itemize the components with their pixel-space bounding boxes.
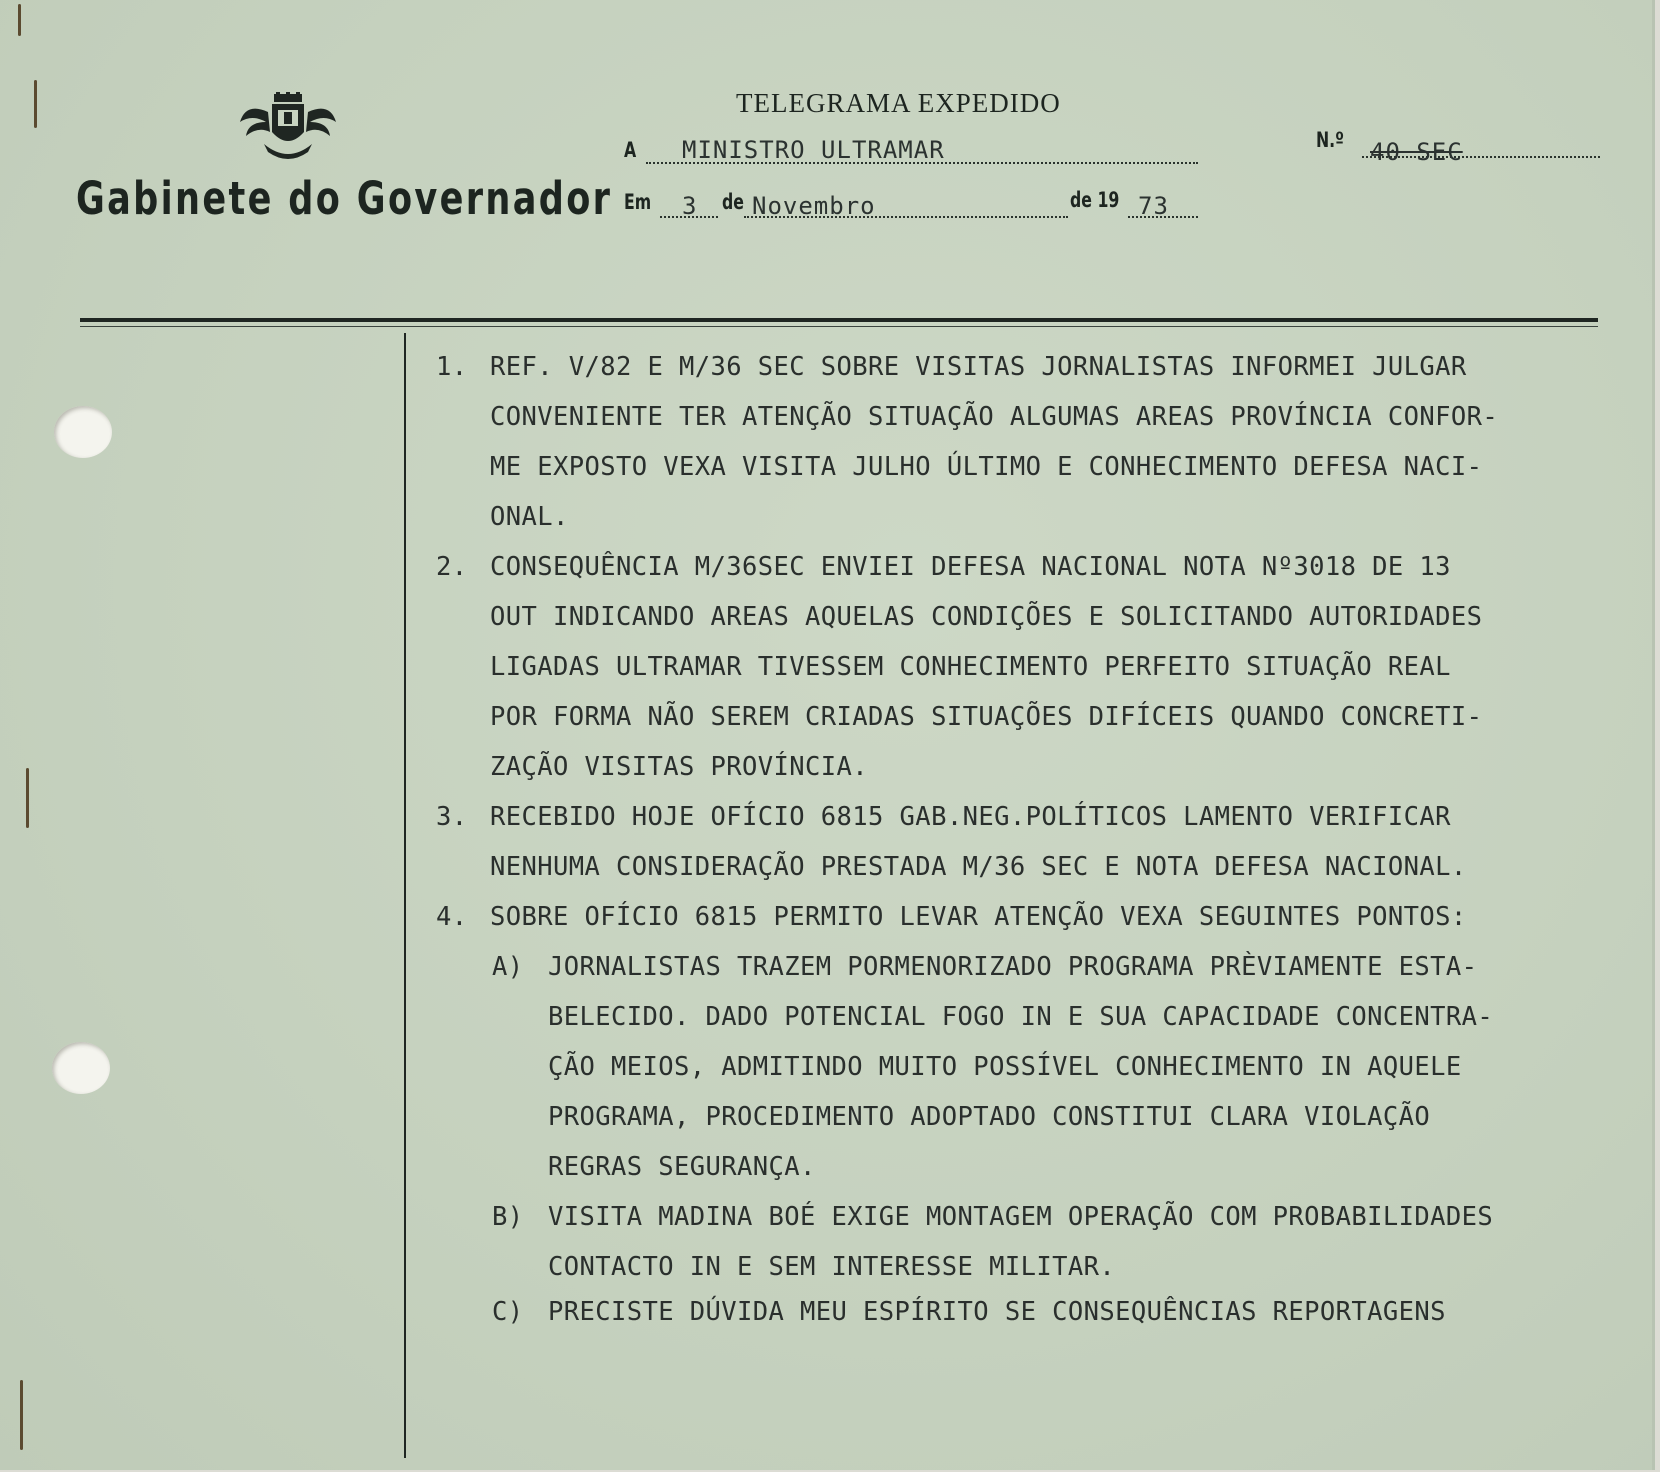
body-text-line: CONVENIENTE TER ATENÇÃO SITUAÇÃO ALGUMAS AREAS PROVÍNCIA CONFOR- (490, 402, 1499, 432)
paragraph-number: 3. (436, 802, 468, 832)
body-text-line: JORNALISTAS TRAZEM PORMENORIZADO PROGRAMA PRÈVIAMENTE ESTA- (548, 952, 1478, 982)
body-text-line: ZAÇÃO VISITAS PROVÍNCIA. (490, 752, 869, 782)
paragraph-number: A) (492, 952, 524, 982)
staple-mark (18, 4, 21, 36)
date-year: 73 (1138, 192, 1169, 220)
margin-vertical-line (404, 333, 406, 1458)
body-text-line: NENHUMA CONSIDERAÇÃO PRESTADA M/36 SEC E NOTA DEFESA NACIONAL. (490, 852, 1467, 882)
body-text-line: ONAL. (490, 502, 569, 532)
coat-of-arms-icon (238, 92, 338, 164)
staple-mark (20, 1380, 23, 1450)
date-year-prefix: de 19 (1070, 188, 1120, 212)
to-value: MINISTRO ULTRAMAR (682, 136, 945, 164)
staple-mark (34, 80, 37, 128)
header-divider-thin (80, 326, 1598, 327)
date-label: Em (624, 190, 652, 214)
number-value: 40 SEC (1370, 138, 1463, 166)
paragraph-number: B) (492, 1202, 524, 1232)
paragraph-number: 4. (436, 902, 468, 932)
number-label: N.º (1316, 128, 1345, 152)
body-text-line: POR FORMA NÃO SEREM CRIADAS SITUAÇÕES DIFÍCEIS QUANDO CONCRETI- (490, 702, 1483, 732)
body-text-line: LIGADAS ULTRAMAR TIVESSEM CONHECIMENTO PERFEITO SITUAÇÃO REAL (490, 652, 1451, 682)
paragraph-number: 2. (436, 552, 468, 582)
paragraph-number: 1. (436, 352, 468, 382)
header-divider-thick (80, 318, 1598, 322)
body-text-line: ÇÃO MEIOS, ADMITINDO MUITO POSSÍVEL CONHECIMENTO IN AQUELE (548, 1052, 1462, 1082)
form-title: TELEGRAMA EXPEDIDO (736, 88, 1061, 118)
body-text-line: REF. V/82 E M/36 SEC SOBRE VISITAS JORNALISTAS INFORMEI JULGAR (490, 352, 1467, 382)
staple-mark (26, 768, 29, 828)
body-text-line: RECEBIDO HOJE OFÍCIO 6815 GAB.NEG.POLÍTICOS LAMENTO VERIFICAR (490, 802, 1451, 832)
body-text-line: VISITA MADINA BOÉ EXIGE MONTAGEM OPERAÇÃO COM PROBABILIDADES (548, 1202, 1494, 1232)
body-text-line: OUT INDICANDO AREAS AQUELAS CONDIÇÕES E SOLICITANDO AUTORIDADES (490, 602, 1483, 632)
body-text-line: PRECISTE DÚVIDA MEU ESPÍRITO SE CONSEQUÊNCIAS REPORTAGENS (548, 1297, 1446, 1327)
paragraph-number: C) (492, 1297, 524, 1327)
body-text-line: BELECIDO. DADO POTENCIAL FOGO IN E SUA CAPACIDADE CONCENTRA- (548, 1002, 1494, 1032)
date-month: Novembro (752, 192, 876, 220)
punch-hole-bottom (52, 1042, 110, 1094)
organization-title: Gabinete do Governador (76, 172, 613, 225)
punch-hole-top (54, 406, 112, 458)
body-text-line: PROGRAMA, PROCEDIMENTO ADOPTADO CONSTITUI CLARA VIOLAÇÃO (548, 1102, 1431, 1132)
date-day: 3 (682, 192, 698, 220)
to-label: A (624, 138, 637, 162)
body-text-line: SOBRE OFÍCIO 6815 PERMITO LEVAR ATENÇÃO VEXA SEGUINTES PONTOS: (490, 902, 1467, 932)
date-de-label: de (722, 190, 744, 214)
body-text-line: REGRAS SEGURANÇA. (548, 1152, 816, 1182)
body-text-line: CONTACTO IN E SEM INTERESSE MILITAR. (548, 1252, 1116, 1282)
body-text-line: CONSEQUÊNCIA M/36SEC ENVIEI DEFESA NACIONAL NOTA Nº3018 DE 13 (490, 552, 1451, 582)
body-text-line: ME EXPOSTO VEXA VISITA JULHO ÚLTIMO E CONHECIMENTO DEFESA NACI- (490, 452, 1483, 482)
